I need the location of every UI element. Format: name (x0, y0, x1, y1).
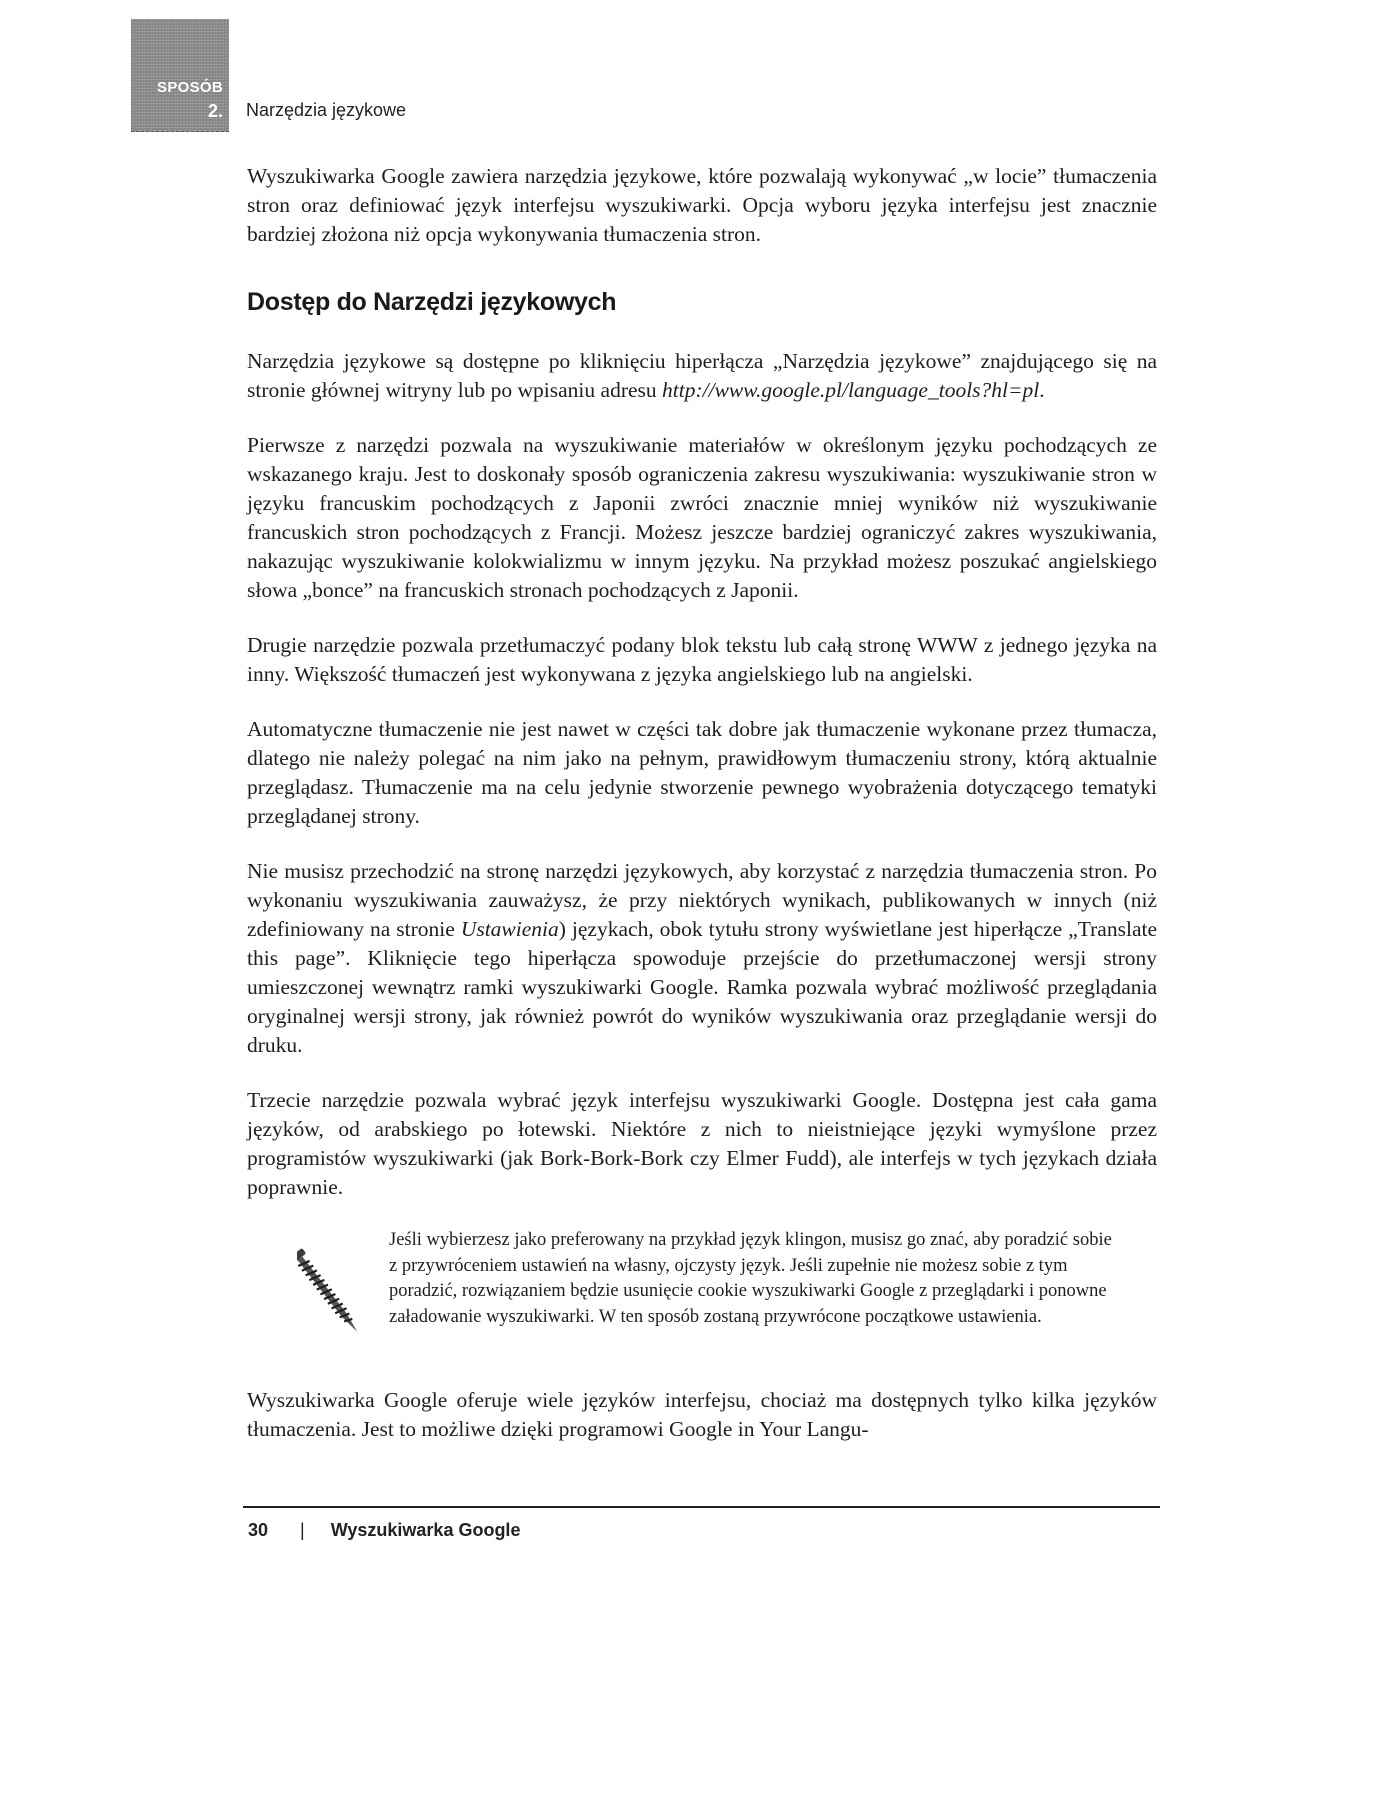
access-text: Narzędzia językowe są dostępne po kliknięciu hiperłącza „Narzędzia językowe” znajdującego się na stronie głównej witryny lub po wpisaniu adresu (247, 349, 1157, 402)
translate-text-end: ) językach, obok tytułu strony wyświetlane jest hiperłącze „Translate this page”. Kliknięcie tego hiperłącza spowoduje przejście do przetłumaczonej wersji strony umieszczonej wewnątrz ramki wyszukiwarki Google. Ramka pozwala wybrać możliwość przeglądania oryginalnej wersji strony, jak również powrót do wyników wyszukiwania oraz przeglądanie wersji do druku. (247, 917, 1157, 1057)
book-title: Wyszukiwarka Google (330, 1520, 521, 1540)
page-body (247, 162, 1157, 1444)
access-text-end: . (1039, 378, 1045, 402)
running-head-title: Narzędzia językowe (246, 100, 407, 120)
tip-text: Jeśli wybierzesz jako preferowany na przykład język klingon, musisz go znać, aby poradzić sobie z przywróceniem ustawień na własny, ojczysty język. Jeśli zupełnie nie możesz sobie z tym poradzić, rozwiązaniem będzie usunięcie cookie wyszukiwarki Google z przeglądarki i ponowne załadowanie wyszukiwarki. W ten sposób zostaną przywrócone początkowe ustawienia. (389, 1230, 1112, 1327)
translate-text-start: Nie musisz przechodzić na stronę narzędzi językowych, aby korzystać z narzędzia tłumaczenia stron. Po wykonaniu wyszukiwania zauważysz, że przy niektórych wynikach, publikowanych w innych (niż zdefiniowany na stronie (247, 859, 1157, 941)
second-tool-paragraph: Drugie narzędzie pozwala przetłumaczyć podany blok tekstu lub całą stronę WWW z jednego języka na inny. Większość tłumaczeń jest wykonywana z języka angielskiego lub na angielski. (247, 633, 1157, 686)
page-number: 30 (248, 1520, 269, 1540)
tip-box (247, 1228, 1157, 1358)
chapter-badge (131, 19, 229, 132)
language-tools-url: http://www.google.pl/language_tools?hl=pl (662, 378, 1040, 402)
screw-icon (297, 1238, 357, 1348)
translate-link-paragraph (247, 857, 1157, 1060)
badge-label: SPOSÓB (157, 79, 223, 96)
intro-paragraph: Wyszukiwarka Google zawiera narzędzia językowe, które pozwalają wykonywać „w locie” tłumaczenia stron oraz definiować język interfejsu wyszukiwarki. Opcja wyboru języka interfejsu jest znacznie bardziej złożona niż opcja wykonywania tłumaczenia stron. (247, 164, 1157, 246)
translation-quality-paragraph: Automatyczne tłumaczenie nie jest nawet w części tak dobre jak tłumaczenie wykonane przez tłumacza, dlatego nie należy polegać na nim jako na pełnym, prawidłowym tłumaczeniu strony, którą aktualnie przeglądasz. Tłumaczenie ma na celu jedynie stworzenie pewnego wyobrażenia dotyczącego tematyki przeglądanej strony. (247, 717, 1157, 828)
footer-separator: | (300, 1520, 305, 1540)
interface-languages-paragraph: Wyszukiwarka Google oferuje wiele języków interfejsu, chociaż ma dostępnych tylko kilka języków tłumaczenia. Jest to możliwe dzięki programowi Google in Your Langu- (247, 1388, 1157, 1441)
section-heading: Dostęp do Narzędzi językowych (247, 288, 617, 316)
page-footer (248, 1520, 520, 1541)
first-tool-paragraph: Pierwsze z narzędzi pozwala na wyszukiwanie materiałów w określonym języku pochodzących ze wskazanego kraju. Jest to doskonały sposób ograniczenia zakresu wyszukiwania: wyszukiwanie stron w języku francuskim pochodzących z Japonii zwróci znacznie mniej wyników niż wyszukiwanie francuskich stron pochodzących z Francji. Możesz jeszcze bardziej ograniczyć zakres wyszukiwania, nakazując wyszukiwanie kolokwializmu w innym języku. Na przykład możesz poszukać angielskiego słowa „bonce” na francuskich stronach pochodzących z Japonii. (247, 433, 1157, 602)
access-paragraph (247, 347, 1157, 405)
footer-rule (243, 1506, 1160, 1508)
badge-number: 2. (207, 101, 223, 121)
third-tool-paragraph: Trzecie narzędzie pozwala wybrać język interfejsu wyszukiwarki Google. Dostępna jest cała gama języków, od arabskiego po łotewski. Niektóre z nich to nieistniejące języki wymyślone przez programistów wyszukiwarki (jak Bork-Bork-Bork czy Elmer Fudd), ale interfejs w tych językach działa poprawnie. (247, 1088, 1157, 1199)
settings-italic: Ustawienia (460, 917, 559, 941)
